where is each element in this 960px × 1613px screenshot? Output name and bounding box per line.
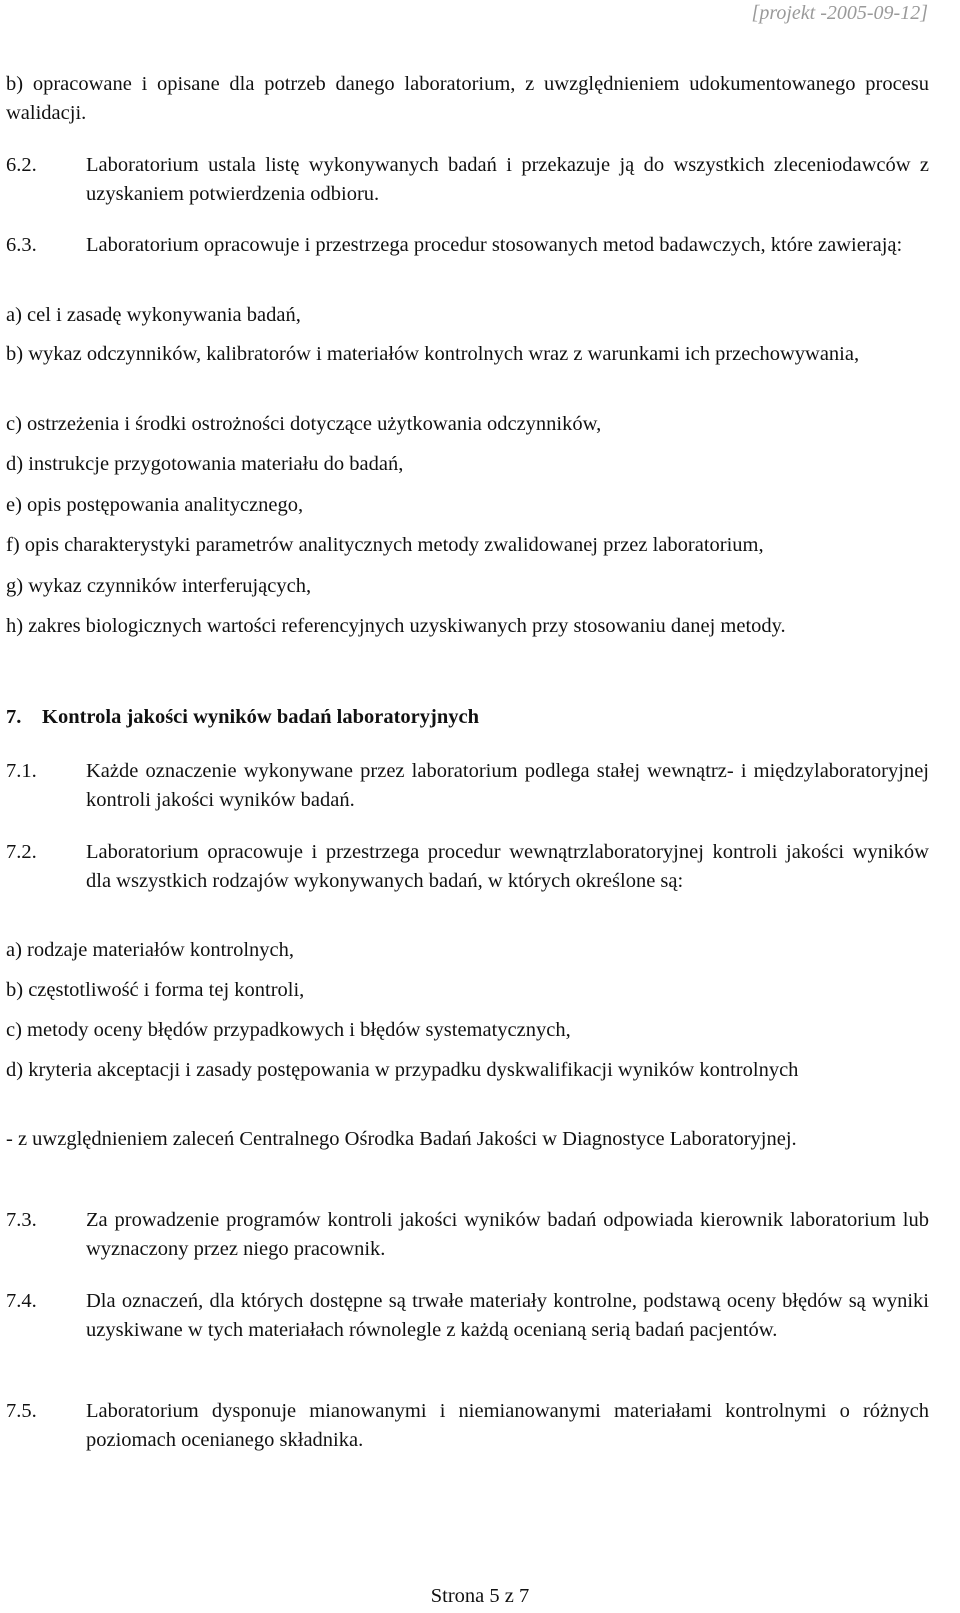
section-heading-7 bbox=[6, 703, 929, 732]
project-header: [projekt -2005-09-12] bbox=[751, 2, 928, 24]
paragraph-text: Laboratorium ustala listę wykonywanych badań i przekazuje ją do wszystkich zleceniodawców z uzyskaniem potwierdzenia odbioru. bbox=[86, 154, 929, 205]
list-item bbox=[6, 1056, 929, 1085]
section-number: 6.3. bbox=[6, 234, 37, 256]
list-item-text: d) instrukcje przygotowania materiału do badań, bbox=[6, 453, 404, 475]
section-number: 7.4. bbox=[6, 1290, 37, 1312]
list-item bbox=[6, 976, 929, 1005]
list-item bbox=[6, 450, 929, 479]
list-item bbox=[6, 1016, 929, 1045]
list-item bbox=[6, 340, 929, 369]
section-6-2 bbox=[6, 151, 929, 209]
list-item bbox=[6, 301, 929, 330]
section-7-2 bbox=[6, 838, 929, 896]
paragraph-text: - z uwzględnieniem zaleceń Centralnego Ośrodka Badań Jakości w Diagnostyce Laboratoryjnej. bbox=[6, 1128, 797, 1150]
list-item bbox=[6, 572, 929, 601]
section-number: 6.2. bbox=[6, 154, 37, 176]
list-item-text: h) zakres biologicznych wartości referencyjnych uzyskiwanych przy stosowaniu danej metody. bbox=[6, 615, 786, 637]
list-item bbox=[6, 410, 929, 439]
paragraph-text: Każde oznaczenie wykonywane przez laboratorium podlega stałej wewnątrz- i międzylaboratoryjnej kontroli jakości wyników badań. bbox=[86, 760, 929, 811]
list-item-text: f) opis charakterystyki parametrów analitycznych metody zwalidowanej przez laboratorium, bbox=[6, 534, 764, 556]
list-item-text: b) częstotliwość i forma tej kontroli, bbox=[6, 979, 305, 1001]
paragraph-text: Za prowadzenie programów kontroli jakości wyników badań odpowiada kierownik laboratorium lub wyznaczony przez niego pracownik. bbox=[86, 1209, 929, 1260]
paragraph-text: b) opracowane i opisane dla potrzeb danego laboratorium, z uwzględnieniem udokumentowanego procesu walidacji. bbox=[6, 73, 929, 124]
note-paragraph bbox=[6, 1125, 929, 1154]
section-7-5 bbox=[6, 1397, 929, 1455]
section-title: Kontrola jakości wyników badań laboratoryjnych bbox=[42, 706, 480, 728]
paragraph-text: Laboratorium opracowuje i przestrzega procedur wewnątrzlaboratoryjnej kontroli jakości wyników dla wszystkich rodzajów wykonywanych badań, w których określone są: bbox=[86, 841, 929, 892]
list-item-text: e) opis postępowania analitycznego, bbox=[6, 494, 304, 516]
section-7-1 bbox=[6, 757, 929, 815]
paragraph-text: Dla oznaczeń, dla których dostępne są trwałe materiały kontrolne, podstawą oceny błędów są wyniki uzyskiwane w tych materiałach równolegle z każdą ocenianą serią badań pacjentów. bbox=[86, 1290, 929, 1341]
section-7-3 bbox=[6, 1206, 929, 1264]
section-number: 7.5. bbox=[6, 1400, 37, 1422]
paragraph-text: Laboratorium dysponuje mianowanymi i niemianowanymi materiałami kontrolnymi o różnych poziomach ocenianego składnika. bbox=[86, 1400, 929, 1451]
list-item bbox=[6, 531, 929, 560]
list-item bbox=[6, 612, 929, 641]
section-number: 7.1. bbox=[6, 760, 37, 782]
list-item-text: a) cel i zasadę wykonywania badań, bbox=[6, 304, 301, 326]
section-number: 7.2. bbox=[6, 841, 37, 863]
section-number: 7. bbox=[6, 706, 22, 728]
paragraph-text: Laboratorium opracowuje i przestrzega procedur stosowanych metod badawczych, które zawierają: bbox=[86, 234, 903, 256]
list-item-text: a) rodzaje materiałów kontrolnych, bbox=[6, 939, 295, 961]
section-number: 7.3. bbox=[6, 1209, 37, 1231]
list-item bbox=[6, 70, 929, 128]
list-item-text: c) metody oceny błędów przypadkowych i błędów systematycznych, bbox=[6, 1019, 571, 1041]
list-item-text: g) wykaz czynników interferujących, bbox=[6, 575, 312, 597]
list-item-text: d) kryteria akceptacji i zasady postępowania w przypadku dyskwalifikacji wyników kontrolnych bbox=[6, 1059, 799, 1081]
list-item-text: b) wykaz odczynników, kalibratorów i materiałów kontrolnych wraz z warunkami ich przechowywania, bbox=[6, 343, 860, 365]
section-7-4 bbox=[6, 1287, 929, 1345]
list-item bbox=[6, 491, 929, 520]
page-number: Strona 5 z 7 bbox=[430, 1585, 530, 1607]
list-item-text: c) ostrzeżenia i środki ostrożności dotyczące użytkowania odczynników, bbox=[6, 413, 602, 435]
list-item bbox=[6, 936, 929, 965]
section-6-3 bbox=[6, 231, 929, 260]
